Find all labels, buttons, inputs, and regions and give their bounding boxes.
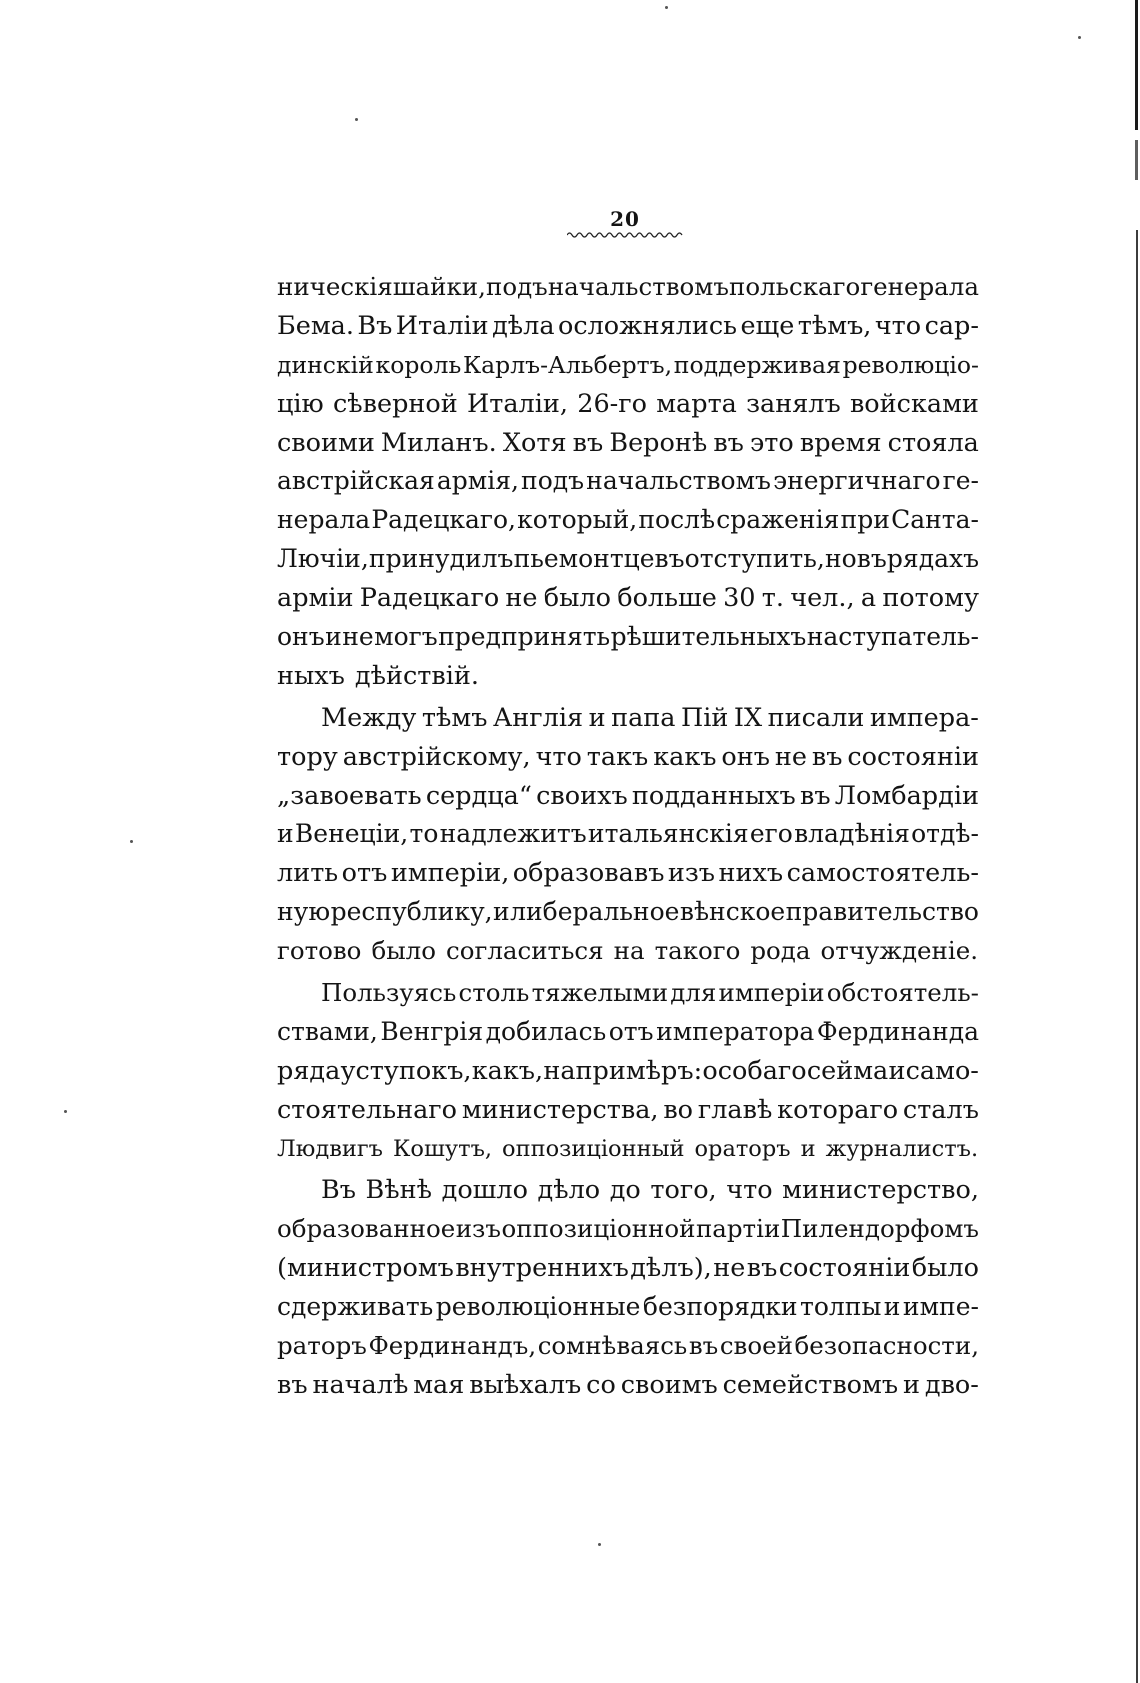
text-line xyxy=(277,307,979,346)
word: рядахъ xyxy=(886,544,979,574)
word: того, xyxy=(650,1175,717,1206)
word: сейма xyxy=(806,1055,889,1086)
word: импера- xyxy=(869,702,979,733)
word: отъ xyxy=(608,1016,654,1046)
paragraph xyxy=(277,268,979,696)
word: тѣмъ xyxy=(421,702,488,733)
word: толпы xyxy=(800,1292,882,1322)
word: сраженія xyxy=(716,505,840,535)
word: своимъ xyxy=(620,1369,718,1400)
word: чел., xyxy=(790,583,855,614)
word: отъ xyxy=(341,858,388,889)
word: Пользуясь xyxy=(321,978,457,1008)
word: какъ xyxy=(653,741,717,772)
word: столь xyxy=(458,978,530,1008)
word: имперіи, xyxy=(390,858,510,889)
text-line xyxy=(277,893,979,932)
word: динскій xyxy=(277,350,374,379)
word: итальянскія xyxy=(587,819,749,849)
word: ныхъ xyxy=(277,660,345,691)
word: не xyxy=(774,741,807,772)
word: онъ xyxy=(721,741,770,772)
word: въ xyxy=(277,1369,308,1400)
word: что xyxy=(535,741,582,772)
word: 26-го xyxy=(577,388,647,419)
word: Радецкаго xyxy=(359,583,500,614)
scan-edge-line xyxy=(1135,140,1138,180)
word: то xyxy=(409,819,439,849)
word: ге- xyxy=(942,466,979,496)
word: отдѣ- xyxy=(911,819,979,849)
page-number: 20 xyxy=(610,207,640,231)
word: надлежитъ xyxy=(439,819,587,849)
word: отчужденіе. xyxy=(820,936,979,966)
word: при xyxy=(840,505,890,535)
word: это xyxy=(750,427,794,458)
word: польскаго xyxy=(729,272,861,301)
word: уступокъ, xyxy=(340,1055,472,1086)
word: самостоятель- xyxy=(786,858,979,889)
word: Италіи, xyxy=(466,388,568,419)
word: Италіи xyxy=(395,310,489,341)
word: республику, xyxy=(330,897,493,927)
text-line xyxy=(277,501,979,540)
word: тяжелыми xyxy=(531,978,669,1008)
word: владѣнія xyxy=(794,819,910,849)
paragraph xyxy=(277,1171,979,1404)
word: мая xyxy=(413,1369,465,1400)
word: Пилендорфомъ xyxy=(780,1214,979,1244)
word: революціо- xyxy=(842,350,979,379)
word: стояла xyxy=(887,427,979,458)
word: лить xyxy=(277,858,339,889)
word: и xyxy=(588,702,606,733)
word: поддерживая xyxy=(673,350,841,379)
word: а xyxy=(860,583,877,614)
word: могъ xyxy=(374,622,438,652)
word: министерство, xyxy=(782,1175,979,1206)
word: генерала xyxy=(860,272,979,301)
text-line xyxy=(277,657,979,696)
word: дѣло xyxy=(537,1175,601,1206)
word: Людвигъ xyxy=(277,1135,383,1162)
word: австрійскому, xyxy=(342,741,531,772)
word: такъ xyxy=(586,741,649,772)
text-line xyxy=(277,1091,979,1130)
word: Ломбардіи xyxy=(834,780,979,811)
word: отступить, xyxy=(684,544,825,574)
word: дѣла xyxy=(492,310,555,341)
text-line xyxy=(277,618,979,657)
word: правительство xyxy=(785,897,979,927)
word: занялъ xyxy=(746,388,841,419)
word: Веронѣ xyxy=(609,427,708,458)
text-line xyxy=(277,1288,979,1327)
word: пьемонтцевъ xyxy=(513,544,685,574)
word: въ xyxy=(811,741,843,772)
word: революціонные xyxy=(435,1292,641,1322)
word: время xyxy=(799,427,882,458)
word: писали xyxy=(767,702,865,733)
word: король xyxy=(375,350,462,379)
word: больше xyxy=(617,583,717,614)
word: своими xyxy=(277,427,375,458)
word: Венгрія xyxy=(380,1016,484,1046)
word: оппозиціонный xyxy=(502,1135,685,1162)
word: во xyxy=(663,1094,694,1125)
word: было xyxy=(371,936,437,966)
word: началѣ xyxy=(312,1369,409,1400)
word: вѣнское xyxy=(679,897,786,927)
word: оппозиціонной xyxy=(501,1214,696,1244)
word: дошло xyxy=(441,1175,528,1206)
word: до xyxy=(609,1175,641,1206)
text-line xyxy=(277,462,979,501)
word: со xyxy=(586,1369,616,1400)
word: нерала xyxy=(277,505,371,535)
word: само- xyxy=(905,1055,979,1086)
word: Въ xyxy=(321,1175,356,1206)
word: Фердинандъ, xyxy=(368,1331,537,1361)
text-line xyxy=(277,1171,979,1210)
word: Венеціи, xyxy=(294,819,409,849)
word: добилась xyxy=(485,1016,607,1046)
word: и xyxy=(493,897,510,927)
text-line xyxy=(277,268,979,307)
word: напримѣръ: xyxy=(543,1055,703,1086)
word: ническія xyxy=(277,272,393,301)
text-line xyxy=(277,579,979,618)
page-number-ornament xyxy=(567,230,683,240)
word: журналистъ. xyxy=(825,1135,979,1162)
word: не xyxy=(505,583,538,614)
word: Миланъ. xyxy=(380,427,497,458)
word: предпринять xyxy=(438,622,611,652)
text-line xyxy=(277,815,979,854)
word: для xyxy=(670,978,717,1008)
word: сѣверной xyxy=(332,388,458,419)
word: въ xyxy=(856,544,887,574)
word: тору xyxy=(277,741,338,772)
word: Хотя xyxy=(502,427,567,458)
scan-speck xyxy=(665,6,668,9)
body-text xyxy=(277,268,979,1408)
text-line xyxy=(277,738,979,777)
word: образованное xyxy=(277,1214,456,1244)
word: начальствомъ xyxy=(586,466,771,496)
word: Между xyxy=(321,702,417,733)
word: не xyxy=(713,1253,746,1284)
word: осложнялись xyxy=(557,310,738,341)
word: сар- xyxy=(924,310,979,341)
word: дво- xyxy=(924,1369,979,1400)
word: армія, xyxy=(436,466,519,496)
word: своей xyxy=(719,1331,793,1361)
word: было xyxy=(543,583,611,614)
word: энергичнаго xyxy=(773,466,941,496)
word: еще xyxy=(740,310,795,341)
word: и xyxy=(325,622,342,652)
word: готово xyxy=(277,936,362,966)
word: рѣшительныхъ xyxy=(610,622,807,652)
word: изъ xyxy=(455,1214,501,1244)
scan-edge-line xyxy=(1135,0,1138,130)
word: котораго xyxy=(777,1094,899,1125)
word: импе- xyxy=(902,1292,979,1322)
word: было xyxy=(911,1253,979,1284)
scan-speck xyxy=(130,840,133,843)
word: папа xyxy=(611,702,676,733)
word: не xyxy=(342,622,374,652)
word: дѣйствій. xyxy=(354,660,479,691)
word: что xyxy=(874,310,922,341)
word: состояніи xyxy=(847,741,979,772)
word: что xyxy=(726,1175,773,1206)
word: особаго xyxy=(702,1055,807,1086)
word: Вѣнѣ xyxy=(365,1175,433,1206)
text-line xyxy=(277,974,979,1013)
word: ствами, xyxy=(277,1016,378,1046)
word: выѣхалъ xyxy=(469,1369,582,1400)
word: внутреннихъ xyxy=(455,1253,629,1284)
word: онъ xyxy=(277,622,325,652)
word: въ xyxy=(713,427,744,458)
word: подъ xyxy=(521,466,585,496)
word: и xyxy=(883,1292,901,1322)
scan-edge-line xyxy=(1136,230,1138,1683)
word: марта xyxy=(656,388,737,419)
paragraph xyxy=(277,974,979,1168)
word: ряда xyxy=(277,1055,341,1086)
word: Радецкаго, xyxy=(371,505,516,535)
word: т. xyxy=(761,583,784,614)
word: Бема. xyxy=(277,310,354,341)
word: дѣлъ), xyxy=(630,1253,712,1284)
word: сердца“ xyxy=(425,780,532,811)
text-line xyxy=(277,699,979,738)
paragraph xyxy=(277,699,979,971)
word: безопасности, xyxy=(794,1331,979,1361)
word: безпорядки xyxy=(642,1292,798,1322)
word: въ xyxy=(572,427,604,458)
word: сомнѣваясь xyxy=(537,1331,688,1361)
word: и xyxy=(277,819,294,849)
word: „завоевать xyxy=(277,780,422,811)
word: арміи xyxy=(277,583,354,614)
word: либеральное xyxy=(510,897,680,927)
word: согласиться xyxy=(446,936,604,966)
word: императора xyxy=(656,1016,815,1046)
word: принудилъ xyxy=(368,544,514,574)
word: такого xyxy=(654,936,741,966)
word: цію xyxy=(277,388,324,419)
word: семействомъ xyxy=(722,1369,899,1400)
text-line xyxy=(277,1249,979,1288)
scan-speck xyxy=(598,1543,601,1546)
word: Лючіи, xyxy=(277,544,369,574)
word: наступатель- xyxy=(806,622,979,652)
word: своихъ xyxy=(536,780,628,811)
text-line xyxy=(277,1052,979,1091)
word: главѣ xyxy=(697,1094,773,1125)
word: Карлъ-Альбертъ, xyxy=(462,350,673,379)
word: на xyxy=(613,936,645,966)
word: Пій xyxy=(681,702,729,733)
word: стоятельнаго xyxy=(277,1094,458,1125)
text-line xyxy=(277,1013,979,1052)
word: Фердинанда xyxy=(816,1016,979,1046)
word: подданныхъ xyxy=(631,780,796,811)
word: ную xyxy=(277,897,331,927)
text-line xyxy=(277,854,979,893)
word: сталъ xyxy=(902,1094,979,1125)
word: войсками xyxy=(849,388,979,419)
word: IX xyxy=(733,702,763,733)
word: начальствомъ xyxy=(547,272,729,301)
word: нихъ xyxy=(718,858,784,889)
word: имперіи xyxy=(718,978,825,1008)
word: потому xyxy=(882,583,979,614)
text-line xyxy=(277,346,979,385)
word: партіи xyxy=(695,1214,781,1244)
word: и xyxy=(800,1135,816,1162)
word: изъ xyxy=(667,858,716,889)
word: шайки, xyxy=(392,272,486,301)
word: (министромъ xyxy=(277,1253,454,1284)
word: 30 xyxy=(723,583,756,614)
word: состояніи xyxy=(778,1253,911,1284)
text-line xyxy=(277,1366,979,1405)
word: Въ xyxy=(357,310,393,341)
text-line xyxy=(277,1210,979,1249)
text-line xyxy=(277,1327,979,1366)
word: сдерживать xyxy=(277,1292,434,1322)
word: ораторъ xyxy=(694,1135,791,1162)
word: какъ, xyxy=(471,1055,544,1086)
word: но xyxy=(824,544,857,574)
word: Санта- xyxy=(891,505,979,535)
text-line xyxy=(277,777,979,816)
word: и xyxy=(902,1369,920,1400)
word: обстоятель- xyxy=(826,978,979,1008)
word: который, xyxy=(517,505,638,535)
text-line xyxy=(277,932,979,971)
word: въ xyxy=(688,1331,719,1361)
word: министерства, xyxy=(461,1094,659,1125)
word: рода xyxy=(750,936,811,966)
word: въ xyxy=(799,780,831,811)
word: его xyxy=(749,819,793,849)
word: австрійская xyxy=(277,466,435,496)
word: послѣ xyxy=(638,505,716,535)
word: Англія xyxy=(492,702,584,733)
scan-speck xyxy=(355,118,358,121)
scan-speck xyxy=(1078,36,1081,39)
word: образовавъ xyxy=(512,858,665,889)
text-line xyxy=(277,1130,979,1169)
word: раторъ xyxy=(277,1331,367,1361)
word: Кошутъ, xyxy=(393,1135,493,1162)
text-line xyxy=(277,540,979,579)
text-line xyxy=(277,424,979,463)
word: подъ xyxy=(486,272,548,301)
text-line xyxy=(277,385,979,424)
scan-speck xyxy=(64,1110,67,1113)
word: въ xyxy=(746,1253,778,1284)
word: и xyxy=(888,1055,906,1086)
word: тѣмъ, xyxy=(797,310,872,341)
